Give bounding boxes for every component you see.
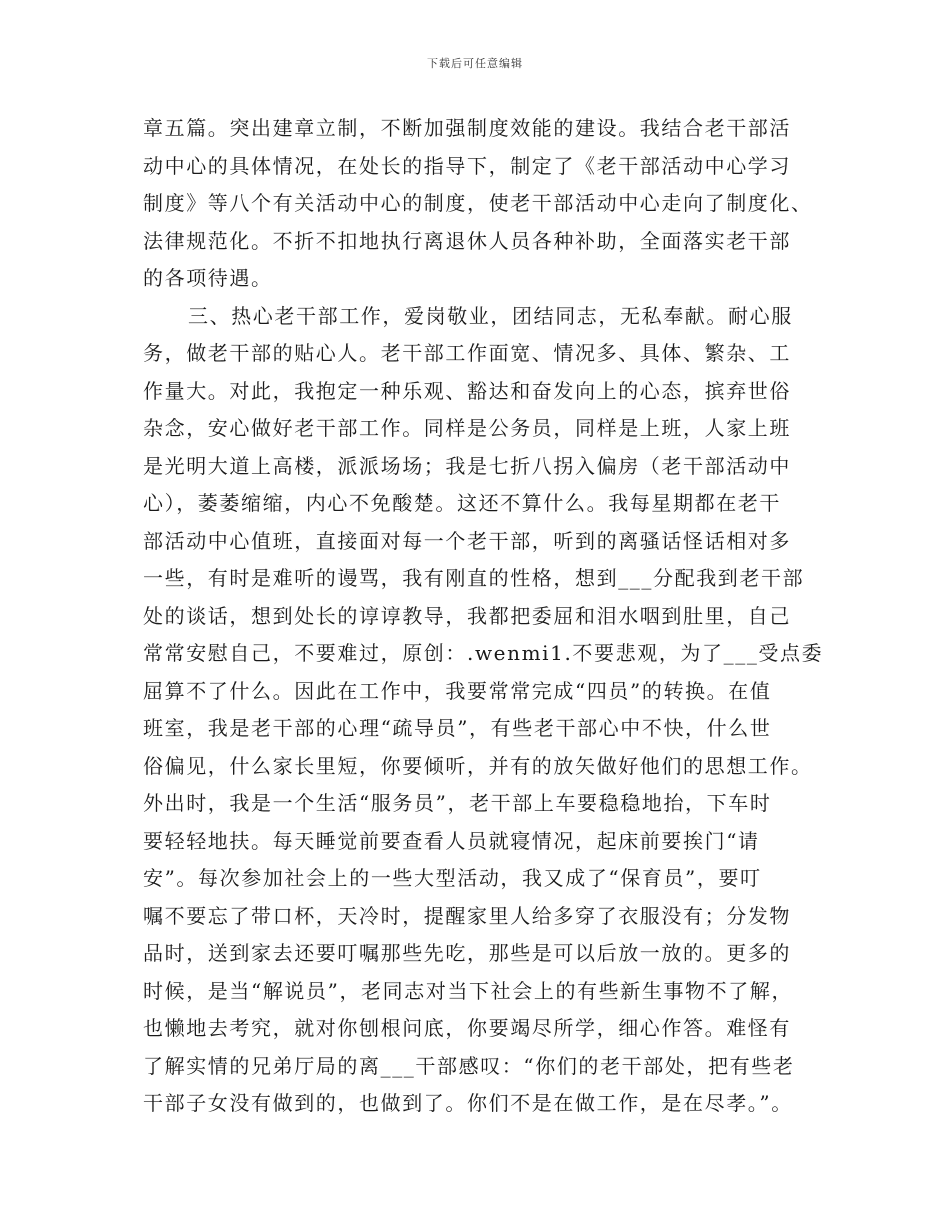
text-line: 务，做老干部的贴心人。老干部工作面宽、情况多、具体、繁杂、工 <box>143 341 791 365</box>
text-line: 班室，我是老干部的心理“疏导员”，有些老干部心中不快，什么世 <box>143 716 772 740</box>
text-line: 作量大。对此，我抱定一种乐观、豁达和奋发向上的心态，摈弃世俗 <box>143 378 791 403</box>
text-line: 的各项待遇。 <box>143 266 273 290</box>
text-line: 外出时，我是一个生活“服务员”，老干部上车要稳稳地抬，下车时 <box>143 791 772 815</box>
text-line: 常常安慰自己，不要难过，原创：.wenmi1.不要悲观，为了___受点委 <box>143 641 824 665</box>
page-header: 下载后可任意编辑 <box>427 57 523 70</box>
text-line: 要轻轻地扶。每天睡觉前要查看人员就寝情况，起床前要挨门“请 <box>143 828 760 853</box>
text-line: 也懒地去考究，就对你刨根问底，你要竭尽所学，细心作答。难怪有 <box>143 1016 791 1040</box>
text-line: 心），萎萎缩缩，内心不免酸楚。这还不算什么。我每星期都在老干 <box>143 491 781 515</box>
text-line: 屈算不了什么。因此在工作中，我要常常完成“四员”的转换。在值 <box>143 678 772 703</box>
text-line: 杂念，安心做好老干部工作。同样是公务员，同样是上班，人家上班 <box>143 416 791 440</box>
text-line: 部活动中心值班，直接面对每一个老干部，听到的离骚话怪话相对多 <box>143 528 791 553</box>
text-line: 制度》等八个有关活动中心的制度，使老干部活动中心走向了制度化、 <box>143 191 813 215</box>
paragraph-start-line: 三、热心老干部工作，爱岗敬业，团结同志，无私奉献。耐心服 <box>188 303 793 328</box>
text-line: 时候，是当“解说员”，老同志对当下社会上的有些新生事物不了解， <box>143 978 794 1003</box>
document-body <box>143 110 833 1123</box>
text-line: 安”。每次参加社会上的一些大型活动，我又成了“保育员”，要叮 <box>143 866 762 890</box>
text-line: 处的谈话，想到处长的谆谆教导，我都把委屈和泪水咽到肚里，自己 <box>143 603 791 628</box>
text-line: 品时，送到家去还要叮嘱那些先吃，那些是可以后放一放的。更多的 <box>143 941 791 965</box>
text-line: 法律规范化。不折不扣地执行离退休人员各种补助，全面落实老干部 <box>143 228 791 253</box>
text-line: 是光明大道上高楼，派派场场；我是七折八拐入偏房（老干部活动中 <box>143 453 791 478</box>
text-line: 俗偏见，什么家长里短，你要倾听，并有的放矢做好他们的思想工作。 <box>143 753 813 778</box>
text-line: 一些，有时是难听的谩骂，我有刚直的性格，想到___分配我到老干部 <box>143 566 805 590</box>
text-line: 嘱不要忘了带口杯，天冷时，提醒家里人给多穿了衣服没有；分发物 <box>143 903 791 928</box>
text-line: 干部子女没有做到的，也做到了。你们不是在做工作，是在尽孝。”。 <box>143 1091 793 1115</box>
text-line: 章五篇。突出建章立制，不断加强制度效能的建设。我结合老干部活 <box>143 116 791 140</box>
text-line: 了解实情的兄弟厅局的离___干部感叹：“你们的老干部处，把有些老 <box>143 1053 795 1078</box>
text-line: 动中心的具体情况，在处长的指导下，制定了《老干部活动中心学习 <box>143 153 791 178</box>
